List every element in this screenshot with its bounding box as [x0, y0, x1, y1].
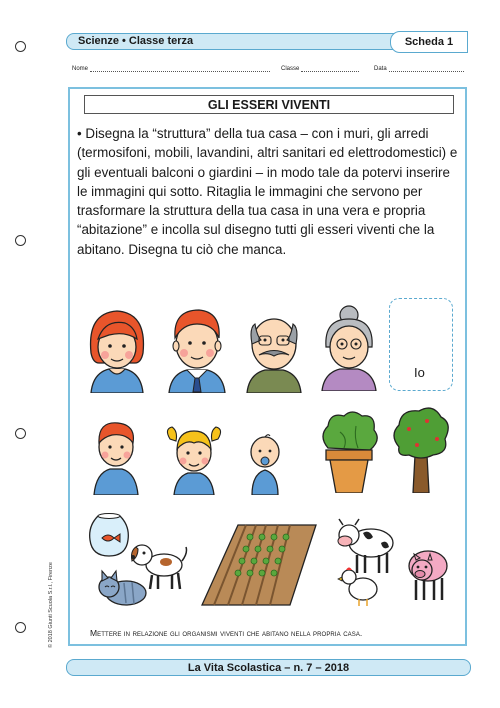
grandfather-icon [239, 300, 309, 393]
class-field-label: Classe [281, 66, 300, 72]
date-field[interactable] [374, 66, 464, 72]
class-field[interactable] [281, 66, 359, 72]
pig-icon [400, 540, 450, 602]
tree-icon [391, 405, 451, 493]
baby-icon [246, 432, 284, 495]
caption: Mettere in relazione gli organismi viventi che abitano nella propria casa. [90, 628, 363, 638]
worksheet-title [84, 95, 454, 114]
girl-icon [164, 423, 224, 495]
instructions-text: • Disegna la “struttura” della tua casa – con i muri, gli arredi (termosifoni, mobili, lavandini, altri sanitari ed elettrodomestici) e gli eventuali balconi o giardini – in modo tale da potervi inserire le immagini qui sotto. Ritaglia le immagini che servono per trasformare la struttura della tua casa in una vera e propria “abitazione” e incolla sul disegno tutti gli esseri viventi che la abitano. Disegna tu ciò che manca. [77, 126, 458, 257]
binder-hole-4 [15, 622, 26, 633]
self-portrait-label: Io [414, 365, 425, 380]
cat-icon [96, 567, 148, 607]
binder-hole-3 [15, 428, 26, 439]
worksheet-title-text: GLI ESSERI VIVENTI [207, 97, 331, 112]
boy-icon [90, 415, 142, 495]
binder-hole-1 [15, 41, 26, 52]
fishbowl-icon [88, 512, 130, 558]
father-icon [163, 300, 231, 393]
name-field[interactable] [72, 66, 270, 72]
copyright-notice: © 2018 Giunti Scuola S.r.l., Firenze [48, 562, 54, 648]
mother-icon [85, 305, 150, 393]
footer-bar [66, 659, 471, 676]
potted-plant-icon [318, 408, 380, 493]
binder-hole-2 [15, 235, 26, 246]
sheet-tab [390, 31, 468, 53]
date-field-label: Data [374, 66, 387, 72]
sheet-number: Scheda 1 [404, 36, 454, 48]
vegetable-garden-icon [198, 517, 318, 610]
header-subject: Scienze • Classe terza [78, 35, 194, 47]
footer-text: La Vita Scolastica – n. 7 – 2018 [187, 661, 350, 674]
chicken-icon [337, 565, 382, 607]
name-field-label: Nome [72, 66, 89, 72]
grandmother-icon [318, 303, 380, 391]
